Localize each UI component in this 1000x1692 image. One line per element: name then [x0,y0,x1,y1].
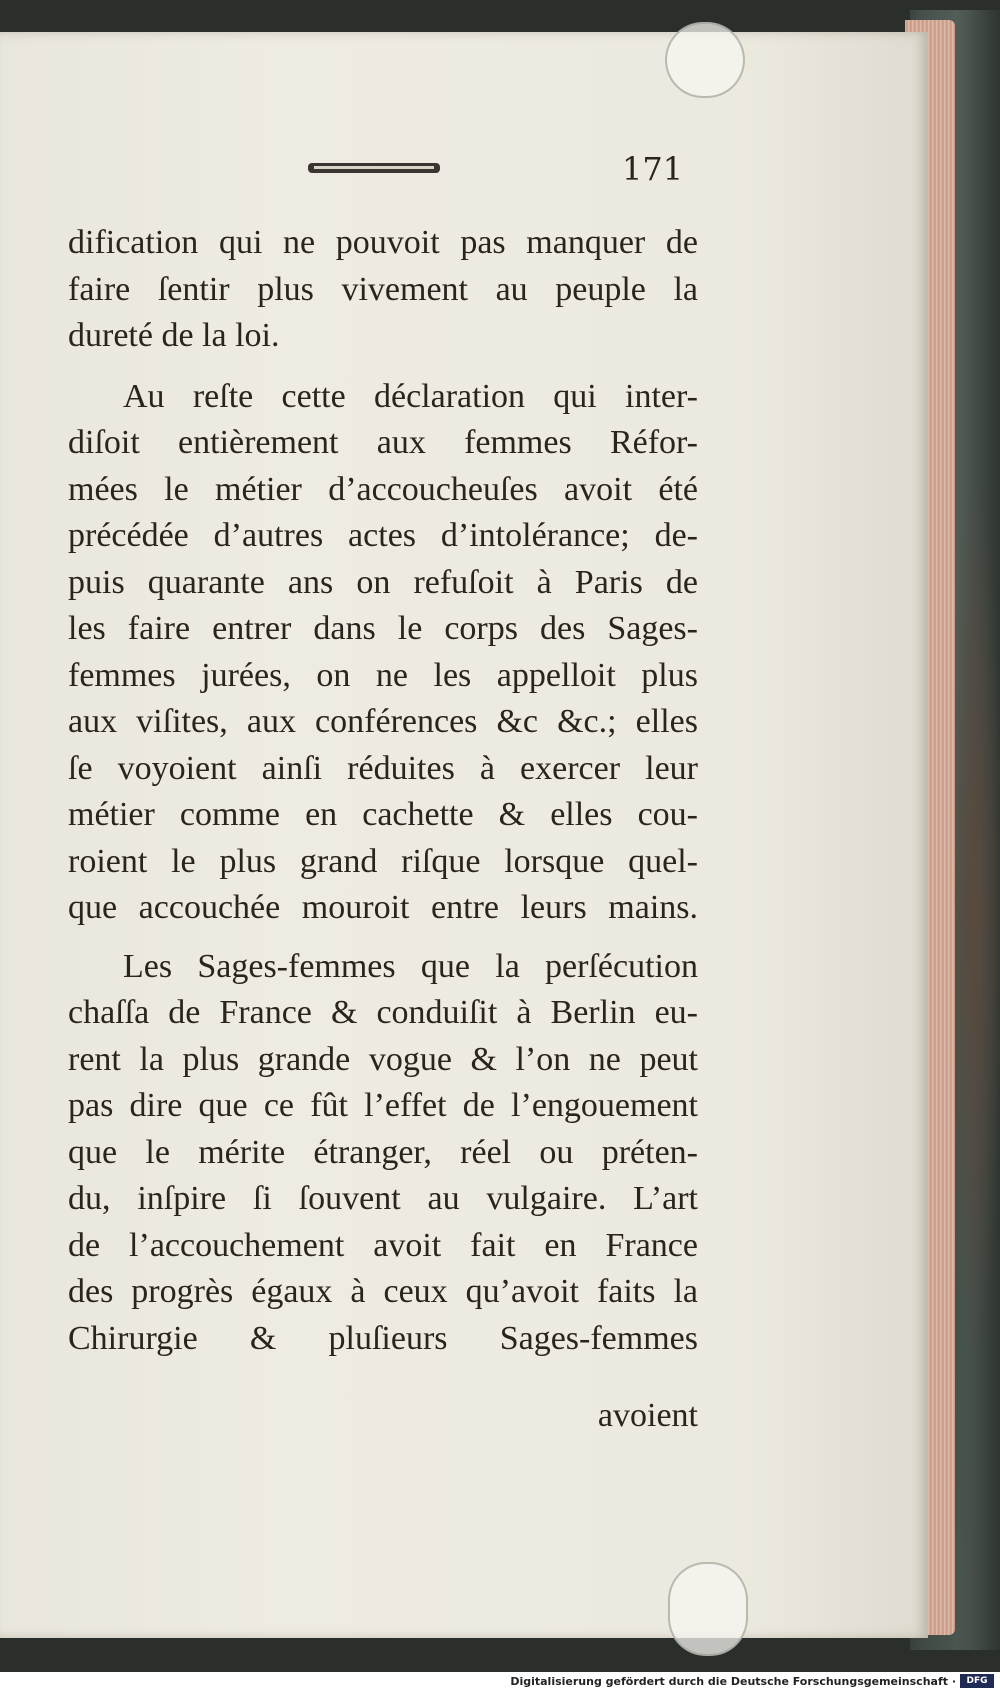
text-line: Les Sages-femmes que la perſécution [123,947,698,985]
text-line: précédée d’autres actes d’intolérance; de- [68,517,698,554]
paragraph-1 [68,220,698,360]
text-line: métier comme en cachette & elles cou- [68,796,698,833]
text-line: Chirurgie & pluſieurs Sages-femmes [68,1319,698,1357]
text-line: roient le plus grand riſque lorsque quel- [68,842,698,880]
paragraph-3 [68,944,698,1363]
text-line: que accouchée mouroit entre leurs mains. [68,889,698,926]
text-line: pas dire que ce fût l’effet de l’engouement [68,1087,698,1124]
paragraph-2 [68,374,698,932]
text-line: dureté de la loi. [68,317,280,354]
funding-credit: Digitalisierung gefördert durch die Deutsche Forschungsgemeinschaft · [510,1675,956,1688]
text-line: diſoit entièrement aux femmes Réfor- [68,424,698,461]
catchword: avoient [597,1397,698,1434]
page-number: 171 [622,150,684,188]
text-line: faire ſentir plus vivement au peuple la [68,270,698,308]
page-clip-top [665,22,745,98]
text-line: du, inſpire ſi ſouvent au vulgaire. L’art [68,1180,698,1217]
text-line: les faire entrer dans le corps des Sages- [68,610,698,647]
body-text [68,220,698,1362]
text-line: puis quarante ans on refuſoit à Paris de [68,563,698,601]
text-line: ſe voyoient ainſi réduites à exercer leur [68,749,698,787]
header-ornament-rule [308,163,440,173]
text-line: rent la plus grande vogue & l’on ne peut [68,1040,698,1078]
text-line: des progrès égaux à ceux qu’avoit faits la [68,1273,698,1310]
dfg-logo: DFG [960,1674,994,1688]
text-line: chaſſa de France & conduiſit à Berlin eu- [68,994,698,1031]
text-line: que le mérite étranger, réel ou préten- [68,1133,698,1171]
text-line: mées le métier d’accoucheuſes avoit été [68,470,698,508]
text-line: aux viſites, aux conférences &c &c.; elles [68,703,698,740]
text-line: Au reſte cette déclaration qui inter- [123,377,698,415]
text-line: de l’accouchement avoit fait en France [68,1226,698,1264]
page-clip-bottom [668,1562,748,1656]
text-line: dification qui ne pouvoit pas manquer de [68,224,698,261]
text-line: femmes jurées, on ne les appelloit plus [68,656,698,694]
